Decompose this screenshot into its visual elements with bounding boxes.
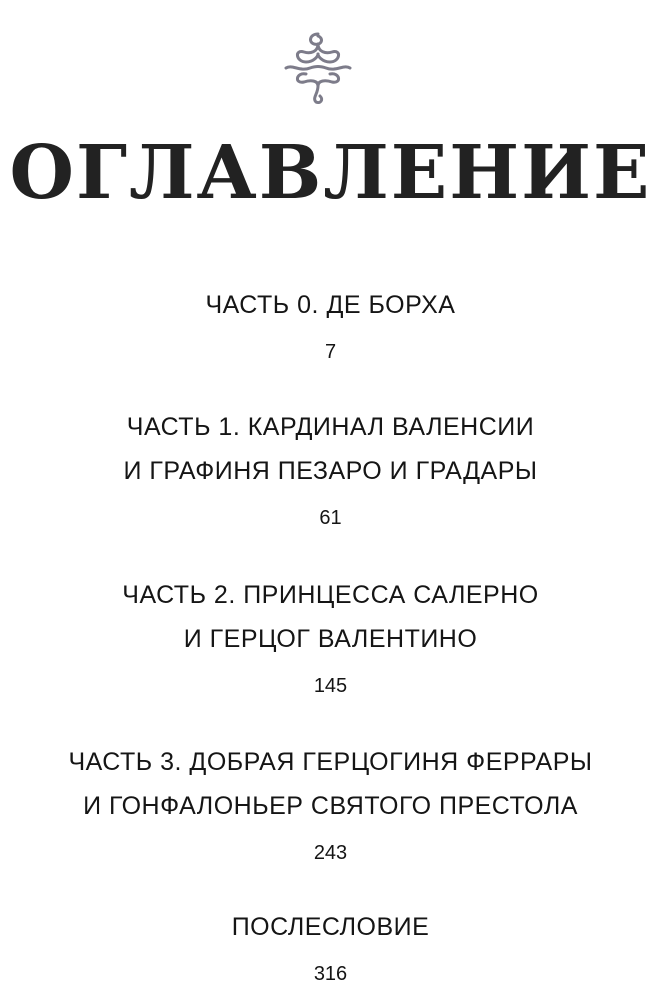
toc-entry-page-number: 316 bbox=[313, 963, 348, 985]
toc-entry-page-number: 7 bbox=[324, 341, 337, 363]
toc-entry-part-1 bbox=[0, 405, 661, 533]
toc-entry-title-continued: И ГЕРЦОГ ВАЛЕНТИНО bbox=[183, 625, 478, 653]
toc-entry-title-continued: И ГРАФИНЯ ПЕЗАРО И ГРАДАРЫ bbox=[123, 457, 538, 485]
toc-entry-part-2 bbox=[0, 573, 661, 701]
toc-entry-part-0 bbox=[0, 283, 661, 367]
toc-entry-title: ЧАСТЬ 1. КАРДИНАЛ ВАЛЕНСИИ bbox=[126, 413, 535, 441]
toc-entry-title: ПОСЛЕСЛОВИЕ bbox=[231, 913, 430, 941]
toc-entry-page-number: 243 bbox=[313, 842, 348, 864]
page-title: ОГЛАВЛЕНИЕ bbox=[9, 130, 652, 216]
toc-entry-title: ЧАСТЬ 0. ДЕ БОРХА bbox=[205, 291, 456, 319]
toc-entry-afterword bbox=[0, 905, 661, 989]
toc-entry-title: ЧАСТЬ 3. ДОБРАЯ ГЕРЦОГИНЯ ФЕРРАРЫ bbox=[68, 748, 593, 776]
toc-entry-page-number: 145 bbox=[313, 675, 348, 697]
flourish-ornament-icon bbox=[280, 28, 356, 106]
toc-entry-page-number: 61 bbox=[319, 507, 342, 529]
toc-entry-title-continued: И ГОНФАЛОНЬЕР СВЯТОГО ПРЕСТОЛА bbox=[83, 792, 578, 820]
toc-entry-title: ЧАСТЬ 2. ПРИНЦЕССА САЛЕРНО bbox=[122, 581, 539, 609]
toc-entry-part-3 bbox=[0, 740, 661, 868]
